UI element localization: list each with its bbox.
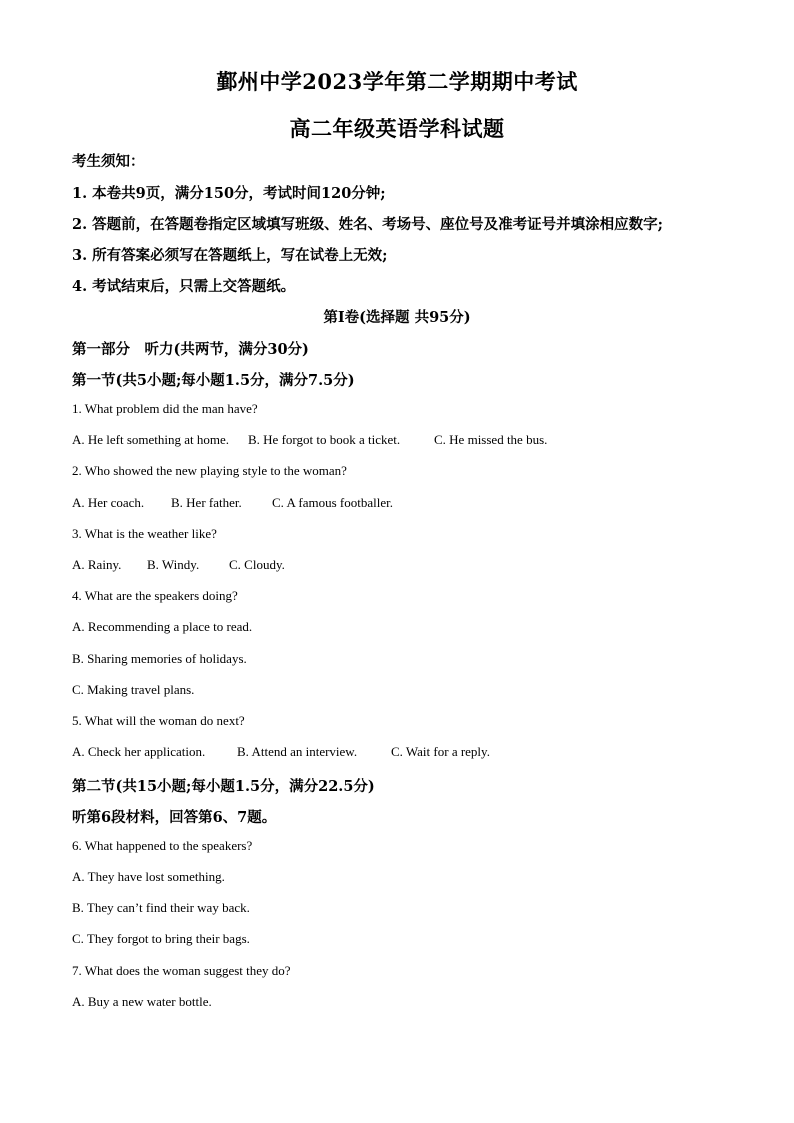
- volume-heading: 第Ⅰ卷(选择题 共95分): [323, 309, 471, 326]
- option: A. Rainy.: [72, 557, 122, 572]
- question-options: [72, 432, 547, 448]
- option: C. Wait for a reply.: [391, 744, 490, 759]
- notice-item: 3. 所有答案必须写在答题纸上，写在试卷上无效;: [72, 247, 388, 264]
- part-heading: 第一部分 听力(共两节，满分30分): [72, 341, 309, 358]
- option: A. Buy a new water bottle.: [72, 994, 212, 1009]
- exam-subtitle: 高二年级英语学科试题: [289, 116, 505, 141]
- notice-item: 1. 本卷共9页，满分150分，考试时间120分钟;: [72, 185, 386, 202]
- section-heading: 第一节(共5小题;每小题1.5分，满分7.5分): [72, 372, 355, 389]
- option: A. Check her application.: [72, 744, 206, 759]
- notice-item: 2. 答题前，在答题卷指定区域填写班级、姓名、考场号、座位号及准考证号并填涂相应数字;: [72, 216, 664, 233]
- option: C. They forgot to bring their bags.: [72, 931, 250, 946]
- option: A. Recommending a place to read.: [72, 619, 253, 634]
- exam-title: 鄞州中学2023学年第二学期期中考试: [216, 69, 578, 94]
- option: B. Windy.: [147, 557, 200, 572]
- notice-heading: 考生须知：: [72, 153, 145, 170]
- question-options: [72, 495, 393, 511]
- question-stem: 1. What problem did the man have?: [72, 401, 258, 416]
- question-stem: 7. What does the woman suggest they do?: [72, 963, 291, 978]
- question-stem: 6. What happened to the speakers?: [72, 838, 253, 853]
- option: B. They can’t find their way back.: [72, 900, 250, 915]
- question-stem: 2. Who showed the new playing style to the woman?: [72, 463, 347, 478]
- option: A. He left something at home.: [72, 432, 230, 447]
- question-options: [72, 557, 285, 573]
- option: C. Making travel plans.: [72, 682, 195, 697]
- option: B. Sharing memories of holidays.: [72, 651, 247, 666]
- option: C. He missed the bus.: [434, 432, 548, 447]
- option: A. They have lost something.: [72, 869, 225, 884]
- option: B. Attend an interview.: [237, 744, 358, 759]
- option: C. Cloudy.: [229, 557, 285, 572]
- passage-heading: 听第6段材料，回答第6、7题。: [72, 809, 277, 826]
- question-stem: 5. What will the woman do next?: [72, 713, 245, 728]
- option: B. Her father.: [171, 495, 242, 510]
- section-heading: 第二节(共15小题;每小题1.5分，满分22.5分): [72, 778, 375, 795]
- question-options: [72, 744, 490, 760]
- option: C. A famous footballer.: [272, 495, 393, 510]
- question-stem: 4. What are the speakers doing?: [72, 588, 238, 603]
- question-stem: 3. What is the weather like?: [72, 526, 217, 541]
- notice-item: 4. 考试结束后，只需上交答题纸。: [72, 278, 296, 295]
- option: A. Her coach.: [72, 495, 145, 510]
- option: B. He forgot to book a ticket.: [248, 432, 401, 447]
